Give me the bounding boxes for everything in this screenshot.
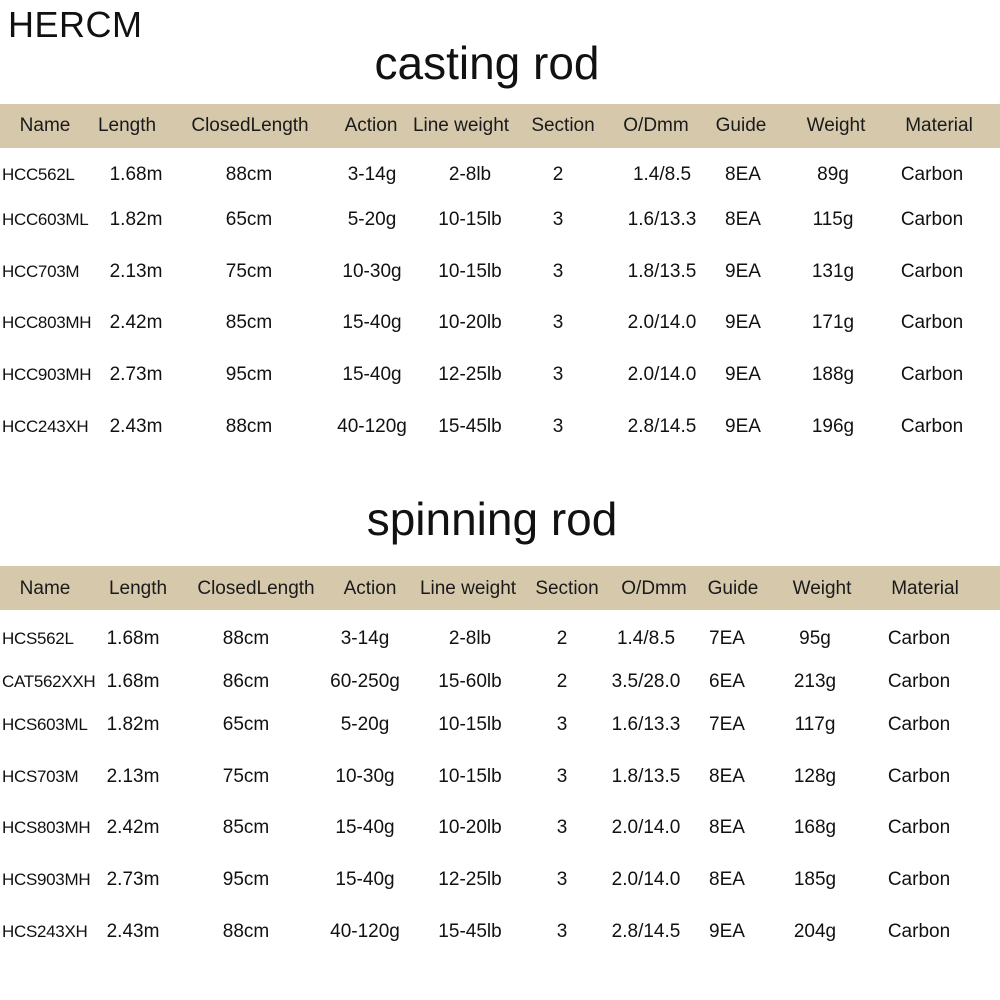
spinning-cell-weight: 204g <box>793 921 837 942</box>
spinning-rod-title: spinning rod <box>366 493 618 545</box>
spinning-cell-od-mm: 2.0/14.0 <box>611 817 681 838</box>
spinning-cell-od-mm: 1.6/13.3 <box>611 714 681 735</box>
spinning-cell-od-mm: 3.5/28.0 <box>611 671 681 692</box>
spinning-cell-section: 2 <box>556 671 568 692</box>
spinning-cell-section: 3 <box>556 766 568 787</box>
casting-cell-length: 2.73m <box>109 364 163 385</box>
spinning-cell-guide: 8EA <box>709 766 745 787</box>
casting-cell-section: 3 <box>552 364 564 385</box>
spinning-cell-section: 2 <box>556 628 568 649</box>
spinning-cell-closed-length: 75cm <box>222 766 270 787</box>
spinning-cell-material: Carbon <box>887 714 951 735</box>
casting-cell-od-mm: 1.4/8.5 <box>632 164 692 185</box>
casting-cell-name: HCC243XH <box>2 417 89 436</box>
spinning-cell-line-weight: 10-15lb <box>438 766 502 787</box>
casting-cell-closed-length: 95cm <box>225 364 273 385</box>
casting-cell-od-mm: 1.6/13.3 <box>627 209 697 230</box>
spinning-cell-action: 60-250g <box>330 671 400 692</box>
casting-cell-closed-length: 85cm <box>225 312 273 333</box>
casting-cell-closed-length: 75cm <box>225 261 273 282</box>
spinning-cell-action: 3-14g <box>340 628 390 649</box>
spinning-header-guide: Guide <box>707 578 759 599</box>
spinning-cell-od-mm: 2.0/14.0 <box>611 869 681 890</box>
casting-cell-guide: 9EA <box>725 312 761 333</box>
casting-cell-name: HCC903MH <box>2 365 92 384</box>
casting-cell-line-weight: 2-8lb <box>448 164 492 185</box>
spinning-cell-action: 5-20g <box>340 714 390 735</box>
spinning-cell-name: HCS243XH <box>2 922 88 941</box>
casting-cell-material: Carbon <box>900 209 964 230</box>
spinning-cell-weight: 128g <box>793 766 837 787</box>
spinning-cell-closed-length: 95cm <box>222 869 270 890</box>
spinning-cell-name: HCS803MH <box>2 818 91 837</box>
spinning-cell-guide: 8EA <box>709 817 745 838</box>
spinning-cell-action: 40-120g <box>330 921 400 942</box>
casting-cell-od-mm: 2.8/14.5 <box>627 416 697 437</box>
casting-header-line-weight: Line weight <box>412 115 510 136</box>
spinning-cell-section: 3 <box>556 869 568 890</box>
casting-cell-line-weight: 15-45lb <box>438 416 502 437</box>
casting-cell-weight: 131g <box>811 261 855 282</box>
spinning-cell-action: 15-40g <box>335 817 395 838</box>
brand-label: HERCM <box>8 4 143 45</box>
casting-cell-section: 3 <box>552 209 564 230</box>
spinning-header-material: Material <box>891 578 959 599</box>
spinning-cell-section: 3 <box>556 714 568 735</box>
spinning-cell-material: Carbon <box>887 628 951 649</box>
casting-cell-guide: 8EA <box>725 209 761 230</box>
spinning-cell-weight: 95g <box>799 628 831 649</box>
spinning-cell-length: 2.13m <box>106 766 160 787</box>
spinning-cell-closed-length: 65cm <box>222 714 270 735</box>
spinning-cell-material: Carbon <box>887 671 951 692</box>
spinning-cell-weight: 117g <box>794 714 836 735</box>
casting-cell-length: 2.13m <box>109 261 163 282</box>
spinning-cell-name: HCS562L <box>2 629 74 648</box>
spinning-cell-length: 2.73m <box>106 869 160 890</box>
spinning-cell-line-weight: 10-15lb <box>438 714 502 735</box>
spinning-cell-length: 2.43m <box>106 921 160 942</box>
casting-cell-line-weight: 10-20lb <box>438 312 502 333</box>
spinning-cell-action: 10-30g <box>335 766 395 787</box>
casting-cell-weight: 188g <box>811 364 855 385</box>
spinning-cell-name: CAT562XXH <box>2 672 96 691</box>
spinning-cell-weight: 185g <box>793 869 837 890</box>
casting-cell-action: 15-40g <box>342 364 402 385</box>
casting-cell-material: Carbon <box>900 364 964 385</box>
spinning-cell-line-weight: 10-20lb <box>438 817 502 838</box>
spinning-cell-material: Carbon <box>887 817 951 838</box>
casting-cell-name: HCC562L <box>2 165 75 184</box>
spinning-cell-name: HCS903MH <box>2 870 91 889</box>
casting-cell-closed-length: 88cm <box>225 416 273 437</box>
spinning-header-name: Name <box>19 578 71 599</box>
casting-header-closed-length: ClosedLength <box>191 115 309 136</box>
spinning-cell-line-weight: 2-8lb <box>448 628 492 649</box>
casting-cell-guide: 9EA <box>725 364 761 385</box>
casting-cell-material: Carbon <box>900 416 964 437</box>
casting-cell-length: 2.43m <box>109 416 163 437</box>
spinning-cell-closed-length: 88cm <box>222 628 270 649</box>
spinning-cell-material: Carbon <box>887 869 951 890</box>
casting-cell-length: 1.68m <box>109 164 163 185</box>
spinning-cell-length: 1.82m <box>106 714 160 735</box>
casting-cell-weight: 89g <box>817 164 849 185</box>
spinning-cell-guide: 8EA <box>709 869 745 890</box>
spinning-cell-guide: 7EA <box>709 714 745 735</box>
casting-cell-section: 3 <box>552 312 564 333</box>
spinning-header-action: Action <box>343 578 397 599</box>
casting-cell-action: 10-30g <box>342 261 402 282</box>
casting-header-section: Section <box>531 115 595 136</box>
casting-cell-weight: 196g <box>811 416 855 437</box>
casting-cell-length: 1.82m <box>109 209 163 230</box>
casting-cell-guide: 9EA <box>725 261 761 282</box>
casting-cell-name: HCC803MH <box>2 313 92 332</box>
casting-cell-od-mm: 2.0/14.0 <box>627 364 697 385</box>
casting-header-name: Name <box>19 115 71 136</box>
spinning-header-od-mm: O/Dmm <box>621 578 687 599</box>
casting-cell-line-weight: 10-15lb <box>438 209 502 230</box>
casting-cell-guide: 8EA <box>725 164 761 185</box>
casting-header-material: Material <box>905 115 973 136</box>
spinning-header-closed-length: ClosedLength <box>197 578 315 599</box>
casting-cell-section: 3 <box>552 416 564 437</box>
casting-rod-title: casting rod <box>374 37 600 89</box>
spinning-cell-weight: 168g <box>793 817 837 838</box>
casting-header-action: Action <box>344 115 398 136</box>
spinning-header-section: Section <box>535 578 599 599</box>
spinning-cell-section: 3 <box>556 817 568 838</box>
casting-header-weight: Weight <box>806 115 866 136</box>
spinning-cell-action: 15-40g <box>335 869 395 890</box>
casting-cell-guide: 9EA <box>725 416 761 437</box>
casting-cell-name: HCC603ML <box>2 210 89 229</box>
casting-cell-length: 2.42m <box>109 312 163 333</box>
spinning-header-line-weight: Line weight <box>419 578 517 599</box>
casting-cell-section: 2 <box>552 164 564 185</box>
spinning-cell-section: 3 <box>556 921 568 942</box>
spinning-cell-length: 2.42m <box>106 817 160 838</box>
casting-cell-od-mm: 2.0/14.0 <box>627 312 697 333</box>
spinning-cell-line-weight: 12-25lb <box>438 869 502 890</box>
spinning-cell-line-weight: 15-60lb <box>438 671 502 692</box>
spinning-cell-line-weight: 15-45lb <box>438 921 502 942</box>
casting-cell-name: HCC703M <box>2 262 80 281</box>
casting-cell-closed-length: 88cm <box>225 164 273 185</box>
casting-header-od-mm: O/Dmm <box>623 115 689 136</box>
casting-header-length: Length <box>97 115 157 136</box>
spinning-header-length: Length <box>108 578 168 599</box>
casting-header-guide: Guide <box>715 115 767 136</box>
casting-cell-weight: 171g <box>811 312 855 333</box>
casting-cell-section: 3 <box>552 261 564 282</box>
spinning-cell-closed-length: 85cm <box>222 817 270 838</box>
casting-cell-weight: 115g <box>812 209 854 230</box>
spinning-cell-od-mm: 1.8/13.5 <box>611 766 681 787</box>
casting-cell-action: 3-14g <box>347 164 397 185</box>
casting-cell-closed-length: 65cm <box>225 209 273 230</box>
casting-cell-od-mm: 1.8/13.5 <box>627 261 697 282</box>
casting-cell-action: 5-20g <box>347 209 397 230</box>
casting-cell-line-weight: 10-15lb <box>438 261 502 282</box>
spinning-cell-guide: 7EA <box>709 628 745 649</box>
spinning-cell-guide: 9EA <box>709 921 745 942</box>
spinning-header-weight: Weight <box>792 578 852 599</box>
spinning-cell-name: HCS603ML <box>2 715 88 734</box>
casting-cell-action: 15-40g <box>342 312 402 333</box>
spinning-cell-material: Carbon <box>887 921 951 942</box>
spinning-cell-guide: 6EA <box>709 671 745 692</box>
spinning-cell-length: 1.68m <box>106 628 160 649</box>
spinning-cell-od-mm: 2.8/14.5 <box>611 921 681 942</box>
casting-cell-action: 40-120g <box>337 416 407 437</box>
casting-cell-material: Carbon <box>900 312 964 333</box>
spinning-cell-material: Carbon <box>887 766 951 787</box>
casting-cell-material: Carbon <box>900 164 964 185</box>
spinning-cell-name: HCS703M <box>2 767 79 786</box>
spinning-cell-od-mm: 1.4/8.5 <box>616 628 676 649</box>
spinning-cell-closed-length: 88cm <box>222 921 270 942</box>
casting-cell-line-weight: 12-25lb <box>438 364 502 385</box>
spinning-cell-closed-length: 86cm <box>222 671 270 692</box>
casting-cell-material: Carbon <box>900 261 964 282</box>
spinning-cell-weight: 213g <box>793 671 837 692</box>
spinning-cell-length: 1.68m <box>106 671 160 692</box>
